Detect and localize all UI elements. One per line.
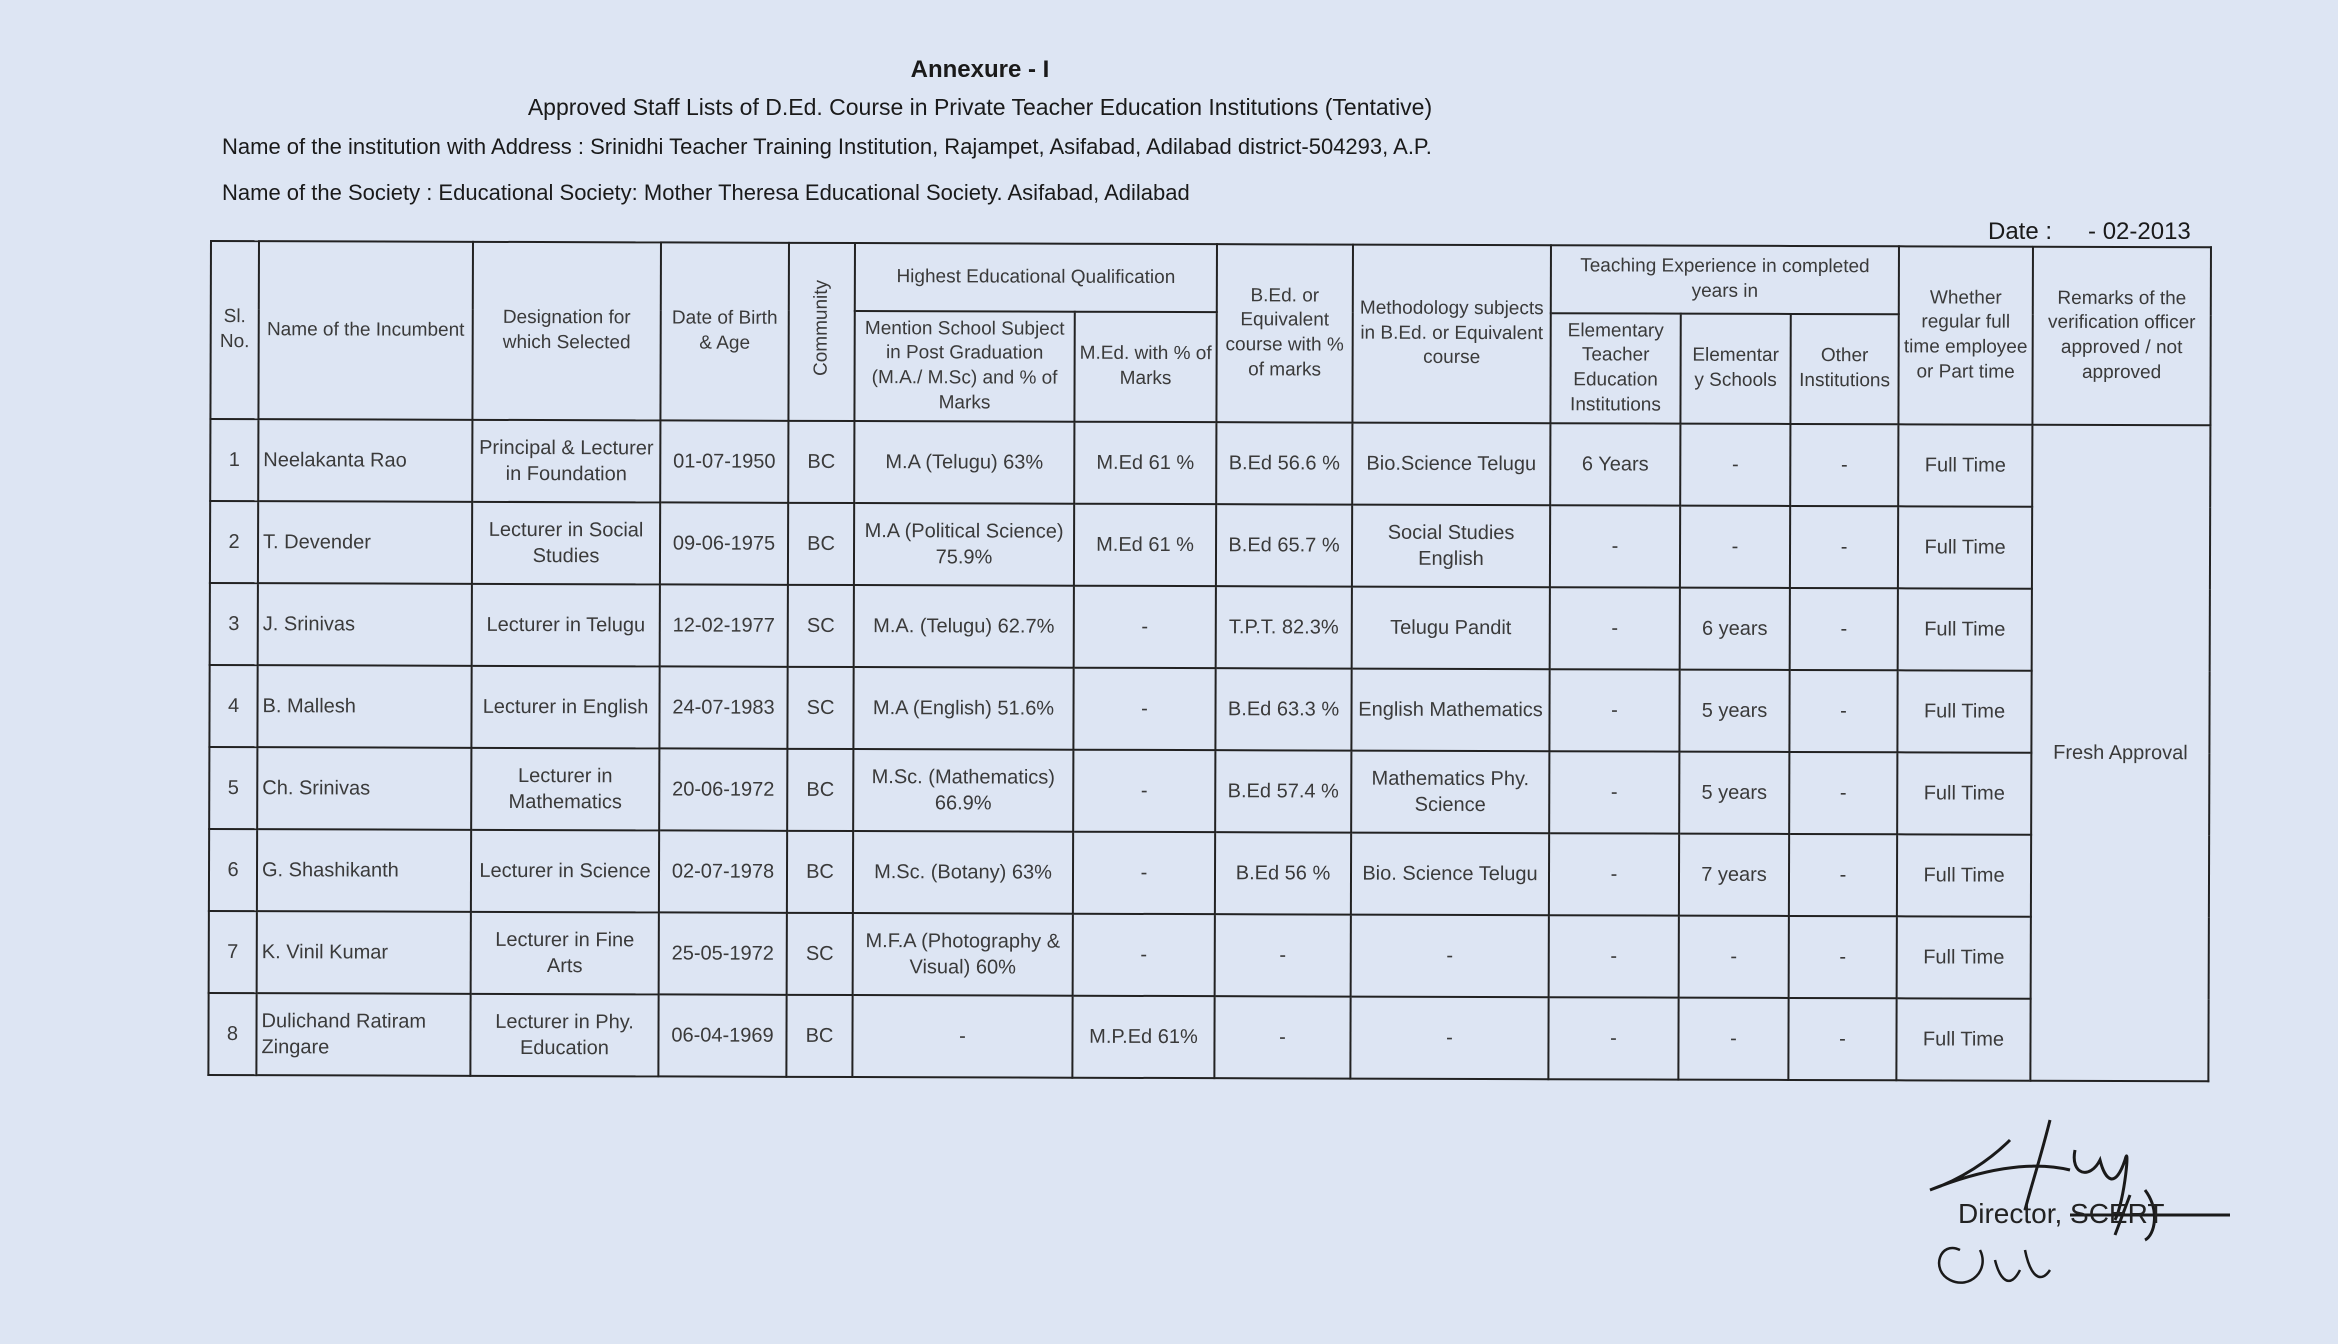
cell-dob: 02-07-1978: [659, 830, 787, 912]
society-line: Name of the Society : Educational Society: Mother Theresa Educational Society. Asifabad, Adilabad: [222, 180, 1190, 205]
table-row: [209, 911, 2209, 999]
cell-sl: 8: [208, 993, 256, 1075]
cell-designation: Lecturer in Science: [471, 830, 659, 913]
cell-methodology: Social Studies English: [1352, 505, 1550, 588]
cell-pg: M.A (Political Science) 75.9%: [854, 503, 1074, 586]
cell-fulltime: Full Time: [1896, 998, 2030, 1080]
cell-pg: M.Sc. (Botany) 63%: [853, 831, 1073, 914]
cell-dob: 12-02-1977: [660, 584, 788, 666]
cell-name: Ch. Srinivas: [257, 747, 471, 830]
cell-med: -: [1073, 832, 1215, 914]
cell-methodology: Bio. Science Telugu: [1351, 833, 1549, 916]
header-exp-schools: Elementar y Schools: [1680, 314, 1790, 424]
cell-bed: T.P.T. 82.3%: [1216, 586, 1352, 668]
cell-bed: -: [1215, 914, 1351, 996]
cell-designation: Lecturer in Phy. Education: [470, 994, 658, 1077]
cell-med: M.Ed 61 %: [1074, 504, 1216, 586]
cell-remarks: Fresh Approval: [2030, 425, 2210, 1082]
cell-exp-schools: -: [1680, 506, 1790, 588]
table-row: [210, 583, 2210, 671]
staff-table: [207, 240, 2212, 1082]
cell-bed: B.Ed 63.3 %: [1215, 668, 1351, 750]
cell-community: BC: [788, 503, 854, 585]
cell-name: B. Mallesh: [257, 665, 471, 748]
cell-exp-schools: 5 years: [1679, 752, 1789, 834]
cell-sl: 2: [210, 501, 258, 583]
cell-fulltime: Full Time: [1897, 670, 2031, 752]
header-sl: Sl. No.: [210, 241, 259, 419]
cell-name: K. Vinil Kumar: [257, 911, 471, 994]
header-name: Name of the Incumbent: [258, 241, 473, 420]
cell-designation: Lecturer in Telugu: [472, 584, 660, 667]
table-row: [209, 747, 2209, 835]
cell-community: BC: [787, 749, 853, 831]
cell-med: M.P.Ed 61%: [1072, 996, 1214, 1078]
cell-methodology: -: [1351, 915, 1549, 998]
header-remarks: Remarks of the verification officer approved / not approved: [2032, 247, 2211, 426]
cell-dob: 25-05-1972: [659, 912, 787, 994]
cell-dob: 20-06-1972: [659, 748, 787, 830]
cell-fulltime: Full Time: [1897, 834, 2031, 916]
cell-exp-ete: -: [1549, 669, 1679, 751]
cell-name: Dulichand Ratiram Zingare: [256, 993, 470, 1076]
cell-methodology: Bio.Science Telugu: [1352, 423, 1550, 506]
cell-name: Neelakanta Rao: [258, 419, 472, 502]
header-qualification-group: Highest Educational Qualification: [855, 243, 1217, 312]
header-community-text: Community: [810, 279, 832, 377]
cell-exp-other: -: [1789, 752, 1897, 834]
cell-med: -: [1073, 668, 1215, 750]
cell-exp-schools: -: [1679, 916, 1789, 998]
cell-methodology: Telugu Pandit: [1352, 587, 1550, 670]
header-community: [788, 243, 855, 421]
cell-dob: 24-07-1983: [659, 666, 787, 748]
cell-dob: 09-06-1975: [660, 502, 788, 584]
annexure-title: Annexure - I: [910, 56, 1050, 83]
table-row: [209, 829, 2209, 917]
cell-sl: 3: [210, 583, 258, 665]
cell-community: BC: [786, 995, 852, 1077]
cell-exp-schools: 5 years: [1679, 670, 1789, 752]
cell-exp-schools: -: [1678, 998, 1788, 1080]
header-fulltime: Whether regular full time employee or Part time: [1898, 246, 2033, 424]
table-row: [208, 993, 2208, 1081]
cell-dob: 06-04-1969: [658, 994, 786, 1076]
cell-exp-other: -: [1788, 998, 1896, 1080]
cell-name: J. Srinivas: [258, 583, 472, 666]
cell-fulltime: Full Time: [1897, 916, 2031, 998]
cell-exp-ete: -: [1548, 997, 1678, 1079]
cell-methodology: English Mathematics: [1351, 669, 1549, 752]
header-qualification-pg: Mention School Subject in Post Graduation (M.A./ M.Sc) and % of Marks: [854, 311, 1074, 422]
cell-exp-other: -: [1789, 916, 1897, 998]
cell-methodology: -: [1350, 997, 1548, 1080]
cell-bed: B.Ed 57.4 %: [1215, 750, 1351, 832]
cell-pg: M.A (English) 51.6%: [853, 667, 1073, 750]
cell-fulltime: Full Time: [1898, 588, 2032, 670]
cell-methodology: Mathematics Phy. Science: [1351, 751, 1549, 834]
cell-exp-schools: 7 years: [1679, 834, 1789, 916]
cell-bed: B.Ed 56 %: [1215, 832, 1351, 914]
cell-designation: Lecturer in Social Studies: [472, 502, 660, 585]
cell-exp-ete: -: [1549, 833, 1679, 915]
cell-sl: 1: [210, 419, 258, 501]
cell-med: -: [1074, 586, 1216, 668]
date-label: Date :: [1988, 218, 2053, 245]
cell-name: T. Devender: [258, 501, 472, 584]
cell-community: SC: [788, 585, 854, 667]
cell-sl: 7: [209, 911, 257, 993]
cell-bed: B.Ed 65.7 %: [1216, 504, 1352, 586]
cell-community: BC: [788, 421, 854, 503]
cell-exp-other: -: [1789, 834, 1897, 916]
cell-pg: M.Sc. (Mathematics) 66.9%: [853, 749, 1073, 832]
cell-exp-schools: -: [1680, 424, 1790, 506]
cell-name: G. Shashikanth: [257, 829, 471, 912]
header-bed: B.Ed. or Equivalent course with % of marks: [1216, 244, 1353, 422]
cell-designation: Principal & Lecturer in Foundation: [472, 420, 660, 503]
cell-bed: -: [1214, 996, 1350, 1078]
cell-med: -: [1073, 750, 1215, 832]
cell-exp-ete: -: [1549, 915, 1679, 997]
cell-fulltime: Full Time: [1897, 752, 2031, 834]
institution-line: Name of the institution with Address : Srinidhi Teacher Training Institution, Rajampet, Asifabad, Adilabad district-504293, A.P.: [222, 134, 1432, 159]
table-row: [209, 665, 2209, 753]
signatory-title: Director, SCERT: [1958, 1198, 2165, 1229]
cell-sl: 4: [209, 665, 257, 747]
date-line: [1988, 218, 2191, 246]
cell-fulltime: Full Time: [1898, 506, 2032, 588]
cell-med: -: [1073, 914, 1215, 996]
cell-dob: 01-07-1950: [660, 420, 788, 502]
table-header-row: [211, 241, 2211, 315]
cell-pg: M.A (Telugu) 63%: [854, 421, 1074, 504]
cell-med: M.Ed 61 %: [1074, 422, 1216, 504]
cell-exp-ete: 6 Years: [1550, 423, 1680, 505]
cell-exp-other: -: [1790, 424, 1898, 506]
cell-community: SC: [787, 913, 853, 995]
cell-pg: -: [852, 995, 1072, 1078]
table-row: [210, 419, 2210, 507]
header-dob: Date of Birth & Age: [660, 242, 789, 420]
cell-exp-ete: -: [1550, 587, 1680, 669]
cell-sl: 5: [209, 747, 257, 829]
header-exp-ete: Elementary Teacher Education Institutions: [1550, 313, 1680, 423]
cell-community: BC: [787, 831, 853, 913]
cell-community: SC: [787, 667, 853, 749]
cell-sl: 6: [209, 829, 257, 911]
cell-exp-schools: 6 years: [1680, 588, 1790, 670]
table-row: [210, 501, 2210, 589]
header-designation: Designation for which Selected: [472, 242, 661, 421]
cell-exp-ete: -: [1550, 505, 1680, 587]
cell-designation: Lecturer in Mathematics: [471, 748, 659, 831]
cell-pg: M.F.A (Photography & Visual) 60%: [853, 913, 1073, 996]
cell-bed: B.Ed 56.6 %: [1216, 422, 1352, 504]
cell-fulltime: Full Time: [1898, 424, 2032, 506]
cell-exp-other: -: [1789, 670, 1897, 752]
header-exp-other: Other Institutions: [1790, 314, 1898, 424]
cell-designation: Lecturer in English: [471, 666, 659, 749]
header-methodology: Methodology subjects in B.Ed. or Equivalent course: [1352, 245, 1551, 424]
header-experience-group: Teaching Experience in completed years in: [1551, 245, 1899, 314]
cell-exp-ete: -: [1549, 751, 1679, 833]
cell-designation: Lecturer in Fine Arts: [471, 912, 659, 995]
cell-exp-other: -: [1790, 506, 1898, 588]
date-value: - 02-2013: [2088, 218, 2191, 245]
header-qualification-med: M.Ed. with % of Marks: [1074, 312, 1216, 422]
cell-pg: M.A. (Telugu) 62.7%: [854, 585, 1074, 668]
document-subtitle: Approved Staff Lists of D.Ed. Course in Private Teacher Education Institutions (Tentative): [527, 94, 1433, 120]
cell-exp-other: -: [1790, 588, 1898, 670]
